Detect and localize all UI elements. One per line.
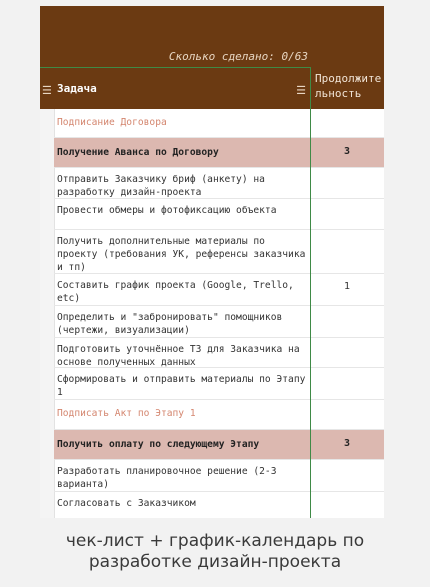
column-header-duration[interactable] — [310, 67, 384, 109]
column-header-duration-label: льность — [315, 87, 362, 100]
table-row[interactable] — [54, 306, 384, 338]
column-header-task-label: Задача — [57, 82, 97, 95]
filter-icon[interactable]: ☰ — [42, 84, 52, 97]
task-text: Провести обмеры и фотофиксацию объекта — [57, 205, 277, 216]
progress-counter: Сколько сделано: 0/63 — [168, 50, 308, 63]
task-text: Получение Аванса по Договору — [57, 147, 219, 158]
table-row[interactable] — [54, 368, 384, 400]
table-row[interactable] — [54, 492, 384, 518]
header-banner — [40, 6, 384, 67]
task-text: Подготовить уточнённое ТЗ для Заказчика на основе полученных данных — [57, 344, 300, 368]
task-text: Определить и "забронировать" помощников (чертежи, визуализации) — [57, 312, 283, 336]
task-text: Составить график проекта (Google, Trello, etc) — [57, 280, 294, 304]
merged-duration-value: 1 — [343, 281, 351, 292]
duration-value: 3 — [343, 146, 351, 157]
table-row[interactable] — [54, 230, 384, 274]
table-row[interactable] — [54, 460, 384, 492]
column-header-row — [40, 67, 384, 109]
spreadsheet — [40, 6, 384, 518]
task-text: Сформировать и отправить материалы по Этапу 1 — [57, 374, 306, 398]
task-text: Подписать Акт по Этапу 1 — [57, 408, 196, 419]
task-text: Отправить Заказчику бриф (анкету) на разработку дизайн-проекта — [57, 174, 265, 198]
table-row-payment[interactable] — [54, 430, 384, 460]
column-header-duration-label: Продолжите — [315, 72, 382, 85]
task-text: Разработать планировочное решение (2-3 варианта) — [57, 466, 277, 490]
table-row-payment[interactable] — [54, 138, 384, 168]
table-row-stage[interactable] — [54, 400, 384, 430]
table-row[interactable] — [54, 199, 384, 230]
duration-value: 3 — [343, 438, 351, 449]
table-row[interactable] — [54, 168, 384, 199]
column-header-task[interactable] — [40, 67, 310, 109]
task-text: Подписание Договора — [57, 117, 167, 128]
caption — [0, 531, 430, 573]
table-row-stage[interactable] — [54, 109, 384, 138]
caption-line: разработке дизайн-проекта — [88, 552, 342, 572]
task-text: Согласовать с Заказчиком — [57, 498, 196, 509]
caption-line: чек-лист + график-календарь по — [65, 531, 365, 551]
task-text: Получить оплату по следующему Этапу — [57, 439, 260, 450]
row-gutter — [40, 109, 55, 518]
filter-icon[interactable]: ☰ — [296, 84, 306, 97]
column-divider — [310, 67, 311, 518]
task-text: Получить дополнительные материалы по проекту (требования УК, референсы заказчика и тп) — [57, 236, 306, 273]
table-row[interactable] — [54, 338, 384, 368]
